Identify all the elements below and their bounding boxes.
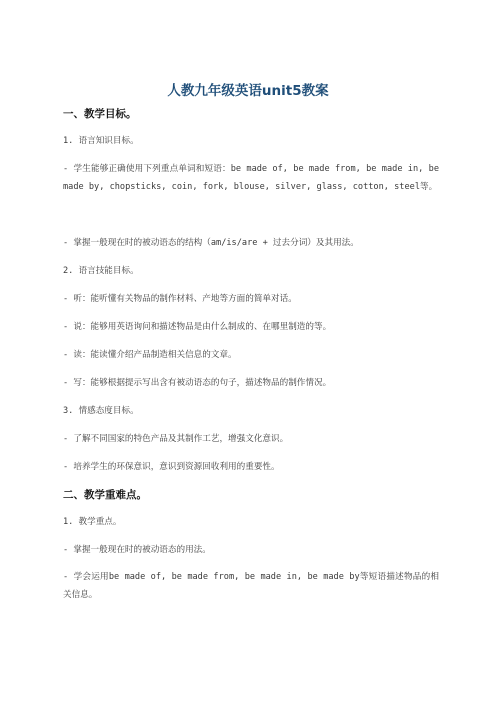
paragraph-made-phrases: - 学会运用be made of, be made from, be made in, be made by等短语描述物品的相关信息。 <box>63 572 439 600</box>
paragraph-key-words: - 学生能够正确使用下列重点单词和短语：be made of, be made from, be made in, be made by, chopsticks, coin, fork, blouse, silver, glass, cotton, steel等。 <box>63 164 439 192</box>
section-heading-objectives: 一、教学目标。 <box>63 108 137 120</box>
paragraph-speaking: - 说：能够用英语询问和描述物品是由什么制成的、在哪里制造的等。 <box>63 322 332 332</box>
paragraph-reading: - 读：能读懂介绍产品制造相关信息的文章。 <box>63 350 237 360</box>
paragraph-environmental-awareness: - 培养学生的环保意识，意识到资源回收利用的重要性。 <box>63 462 280 472</box>
paragraph-cultural-awareness: - 了解不同国家的特色产品及其制作工艺，增强文化意识。 <box>63 434 289 444</box>
paragraph-master-passive: - 掌握一般现在时的被动语态的用法。 <box>63 545 211 555</box>
document-title: 人教九年级英语unit5教案 <box>167 83 329 99</box>
paragraph-language-knowledge: 1. 语言知识目标。 <box>63 136 139 146</box>
paragraph-teaching-focus: 1. 教学重点。 <box>63 517 122 527</box>
section-heading-key-points: 二、教学重难点。 <box>63 489 147 501</box>
paragraph-emotional-goals: 3. 情感态度目标。 <box>63 406 139 416</box>
paragraph-writing: - 写：能够根据提示写出含有被动语态的句子，描述物品的制作情况。 <box>63 378 332 388</box>
paragraph-language-skills: 2. 语言技能目标。 <box>63 266 139 276</box>
paragraph-listening: - 听：能听懂有关物品的制作材料、产地等方面的简单对话。 <box>63 294 297 304</box>
paragraph-passive-structure: - 掌握一般现在时的被动语态的结构（am/is/are + 过去分词）及其用法。 <box>63 238 359 248</box>
